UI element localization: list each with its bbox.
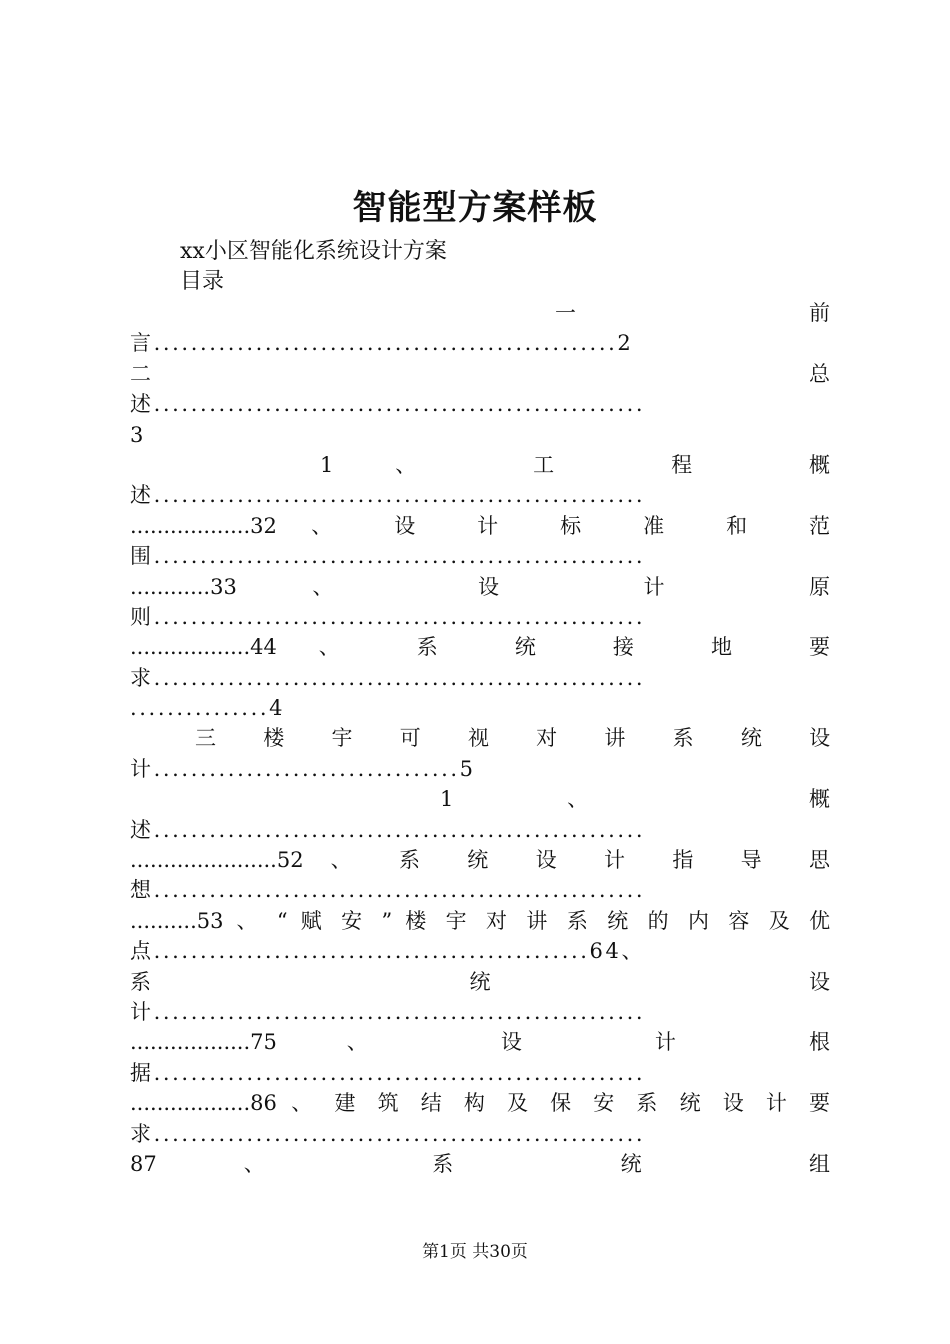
- toc-line-text: 围.....................................................: [130, 544, 646, 569]
- toc-line: [130, 632, 830, 662]
- toc-line: [130, 845, 830, 875]
- toc-line: [130, 359, 830, 389]
- toc-line: [130, 602, 830, 632]
- toc-line-text: ..........53 、 “ 赋 安 ” 楼 宇 对 讲 系 统 的 内 容 及 优: [130, 908, 830, 933]
- toc-line-text: 三 楼 宇 可 视 对 讲 系 统 设: [195, 726, 830, 751]
- toc-line-text: ..................44 、 系 统 接 地 要: [130, 635, 830, 660]
- toc-line: [130, 389, 830, 419]
- page-footer: 第1页 共30页: [422, 1242, 528, 1262]
- toc-line-text: 系 统 设: [130, 969, 830, 994]
- document-subtitle: xx小区智能化系统设计方案: [180, 239, 447, 264]
- toc-line: [130, 815, 830, 845]
- toc-line-text: 述.....................................................: [130, 817, 646, 842]
- toc-line: [130, 784, 830, 814]
- toc-line: [130, 997, 830, 1027]
- toc-line: [130, 936, 830, 966]
- toc-line-text: 计.................................5: [130, 756, 476, 781]
- toc-line-text: 87 、 系 统 组: [130, 1151, 830, 1176]
- toc-line-text: ..................86 、 建 筑 结 构 及 保 安 系 统 设 计 要: [130, 1091, 830, 1116]
- toc-line-text: 述.....................................................: [130, 392, 646, 417]
- toc-line: [130, 1149, 830, 1179]
- toc-line-text: 1 、 概: [440, 787, 830, 812]
- toc-line-text: 一 前: [555, 301, 830, 325]
- toc-line-text: 求.....................................................: [130, 1121, 646, 1146]
- toc-line-text: ..................75 、 设 计 根: [130, 1030, 830, 1055]
- toc-line: [130, 875, 830, 905]
- toc-line: [130, 328, 830, 358]
- table-of-contents: [130, 298, 830, 1179]
- toc-heading: 目录: [180, 269, 225, 294]
- toc-line: [130, 967, 830, 997]
- toc-line: [130, 1027, 830, 1057]
- toc-line: [130, 1119, 830, 1149]
- toc-line-text: 点...............................................64、: [130, 939, 646, 964]
- toc-line: [130, 754, 830, 784]
- toc-line-text: ...............4: [130, 696, 286, 721]
- toc-line: [130, 906, 830, 936]
- toc-line-text: 言..................................................2: [130, 331, 634, 356]
- toc-line: [130, 1058, 830, 1088]
- toc-line-text: 计.....................................................: [130, 999, 646, 1024]
- document-title: 智能型方案样板: [352, 188, 598, 228]
- toc-line-text: 述.....................................................: [130, 483, 646, 508]
- toc-line: [130, 1088, 830, 1118]
- toc-line-text: 1 、 工 程 概: [320, 452, 830, 477]
- toc-line: [130, 541, 830, 571]
- toc-line-text: ..................32 、 设 计 标 准 和 范: [130, 513, 830, 538]
- toc-line: [130, 693, 830, 723]
- toc-line-text: 求.....................................................: [130, 665, 646, 690]
- toc-line: [130, 723, 830, 753]
- toc-line-text: 3: [130, 422, 146, 447]
- toc-line-text: 二 总: [130, 361, 830, 386]
- toc-line: [130, 450, 830, 480]
- toc-line-text: 则.....................................................: [130, 604, 646, 629]
- toc-line: [130, 663, 830, 693]
- toc-line: [130, 572, 830, 602]
- toc-line: [130, 480, 830, 510]
- toc-line-text: 据.....................................................: [130, 1060, 646, 1085]
- toc-line-text: ......................52 、 系 统 设 计 指 导 思: [130, 848, 830, 873]
- toc-line: [130, 511, 830, 541]
- toc-line-text: ............33 、 设 计 原: [130, 574, 830, 599]
- toc-line: [130, 420, 830, 450]
- toc-line-text: 想.....................................................: [130, 878, 646, 903]
- toc-line: [130, 298, 830, 328]
